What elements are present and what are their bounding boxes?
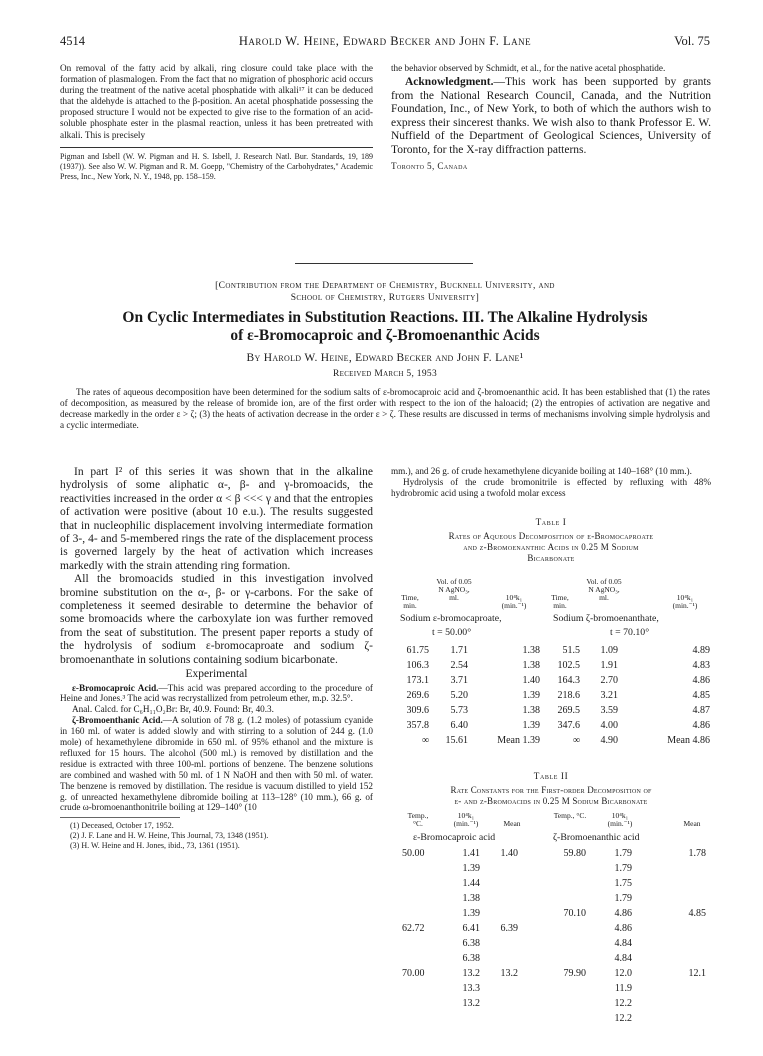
t2-cell-temp-left: 62.72 [402, 923, 425, 934]
t2-cell-mean-left: 6.39 [500, 923, 518, 934]
title-line-1: On Cyclic Intermediates in Substitution Reactions. III. The Alkaline Hydrolysis [122, 309, 648, 326]
t2-cell-k-right: 1.79 [614, 863, 632, 874]
t1-cell-time-left: 269.6 [406, 690, 429, 701]
right-paragraph-1: mm.), and 26 g. of crude hexamethylene dicyanide boiling at 140–168° (10 mm.). [391, 466, 692, 476]
experimental-text [60, 683, 373, 814]
table-2-caption-2: ε- and ζ-Bromoacids in 0.25 M Sodium Bicarbonate [454, 796, 648, 806]
t1-cell-time-left: 106.3 [406, 660, 429, 671]
t2-cell-k-right: 12.2 [614, 998, 632, 1009]
contribution-note [60, 280, 710, 304]
prev-article-right [391, 63, 711, 172]
exp-bromocaproic [60, 683, 373, 705]
t1-cell-vol-left: 1.71 [450, 645, 468, 656]
t2-cell-mean-right: 4.85 [688, 908, 706, 919]
right-paragraph-2: Hydrolysis of the crude bromonitrile is effected by refluxing with 48% hydrobromic acid using a twofold molar excess [391, 477, 711, 498]
table-1-caption [391, 517, 711, 564]
table-2-caption-block [391, 785, 711, 807]
exp-bromoenanthic-text: —A solution of 78 g. (1.2 moles) of potassium cyanide in 160 ml. of water is added slowly and with stirring to a solution of 244 g. (1.0 mole) of hexamethylene dibromide in 650 ml. of 95% ethanol and the mixture is refluxed for 15 hours. The alcohol (500 ml.) is removed by distillation and the residue is extracted with three 100-ml. portions of benzene. The benzene solutions are combined and washed with 50 ml. of 1 N NaOH and then with 50 ml. of water. The benzene is removed by distillation. The residue is vacuum distilled to yield 152 g. of unreacted hexamethylene dibromide boiling at 113–128° (10 mm.), 66 g. of crude ω-bromoenanthonitrile boiling at 129–140° (10 [60, 715, 373, 813]
t2-cell-k-left: 13.2 [462, 968, 480, 979]
t1-cell-time-left: 173.1 [406, 675, 429, 686]
exp-bromoenanthic [60, 715, 373, 813]
table-2-caption [391, 771, 711, 807]
t1-cell-vol-right: 2.70 [600, 675, 618, 686]
t1-cell-time-left: 357.8 [406, 720, 429, 731]
t2-cell-k-right: 4.84 [614, 938, 632, 949]
t1-cell-k-right: 4.86 [692, 675, 710, 686]
t1-cell-k-left: 1.39 [522, 720, 540, 731]
t1-cell-vol-left: 3.71 [450, 675, 468, 686]
t1-cell-k-left: Mean 1.39 [497, 735, 540, 746]
running-authors: Harold W. Heine, Edward Becker and John F. Lane [238, 34, 532, 48]
table-1-caption-1: Rates of Aqueous Decomposition of ε-Bromocaproate [448, 531, 654, 541]
acknowledgment [391, 76, 711, 158]
footnotes [60, 821, 373, 851]
t1-cell-vol-left: 15.61 [445, 735, 468, 746]
t1-cell-k-right: 4.89 [692, 645, 710, 656]
t1-cell-vol-right: 4.00 [600, 720, 618, 731]
t2-cell-k-right: 1.75 [614, 878, 632, 889]
t2-group-left: ε-Bromocaproic acid [413, 832, 496, 843]
t1-temp-right: t = 70.10° [610, 627, 650, 638]
t2-cell-mean-left: 1.40 [500, 848, 518, 859]
t2-cell-mean-right: 1.78 [688, 848, 706, 859]
t1-cell-time-right: 218.6 [557, 690, 580, 701]
t1-cell-vol-right: 3.21 [600, 690, 618, 701]
table-2-caption-1: Rate Constants for the First-order Decomposition of [450, 785, 652, 795]
t1-cell-k-right: 4.87 [692, 705, 710, 716]
prev-article-footnote: Pigman and Isbell (W. W. Pigman and H. S. Isbell, J. Research Natl. Bur. Standards, 19, 189 (1937)). See also W. W. Pigman and R. M. Goepp, "Chemistry of the Carbohydrates," Academic Press, Inc., New York, N. Y., 1948, pp. 158–159. [60, 151, 373, 181]
t1-cell-time-left: 61.75 [406, 645, 429, 656]
t1-cell-k-left: 1.38 [522, 660, 540, 671]
t1-head-vol-left: Vol. of 0.05 N AgNO₃, ml. [436, 577, 472, 602]
t2-cell-k-right: 4.84 [614, 953, 632, 964]
t1-cell-vol-right: 4.90 [600, 735, 618, 746]
volume-label: Vol. 75 [674, 34, 710, 48]
t2-head-k-right: 10⁴k₁ (min.⁻¹) [607, 811, 633, 828]
t2-cell-temp-right: 59.80 [563, 848, 586, 859]
t1-head-time-left: Time, min. [401, 593, 419, 610]
t2-cell-k-right: 1.79 [614, 893, 632, 904]
t2-group-right: ζ-Bromoenanthic acid [553, 832, 640, 843]
t1-cell-k-left: 1.38 [522, 705, 540, 716]
t2-cell-k-right: 4.86 [614, 923, 632, 934]
page-number: 4514 [60, 34, 85, 48]
t1-group-left: Sodium ε-bromocaproate, [400, 613, 502, 624]
t2-head-k-left: 10⁴k₁ (min.⁻¹) [453, 811, 479, 828]
t2-cell-temp-right: 79.90 [563, 968, 586, 979]
t1-head-vol-right: Vol. of 0.05 N AgNO₃, ml. [586, 577, 622, 602]
t2-cell-k-left: 6.38 [462, 938, 480, 949]
t1-cell-time-right: 51.5 [562, 645, 580, 656]
t2-cell-k-left: 13.2 [462, 998, 480, 1009]
t2-cell-k-left: 6.41 [462, 923, 480, 934]
t2-cell-k-left: 1.38 [462, 893, 480, 904]
t1-head-k-left: 10⁴k₁ (min.⁻¹) [501, 593, 527, 610]
footnote-1: (1) Deceased, October 17, 1952. [70, 821, 174, 831]
t1-head-time-right: Time, min. [551, 593, 569, 610]
t2-cell-mean-left: 13.2 [500, 968, 518, 979]
prev-article-left [60, 63, 373, 182]
t2-head-mean-right: Mean [683, 819, 701, 828]
ack-text: —This work has been supported by grants from the National Research Council, Canada, and the Nutrition Foundation, Inc., of New York, to both of which the authors wish to express their sincerest thanks. We wish also to thank Professor E. W. Nuffield of the Department of Geological Sciences, University of Toronto, for the X-ray diffraction patterns. [391, 76, 711, 157]
table-1-caption-block [391, 531, 711, 564]
t1-cell-vol-left: 6.40 [450, 720, 468, 731]
abstract: The rates of aqueous decomposition have been determined for the sodium salts of ε-bromocaproic acid and ζ-bromoenanthic acid. It has been established that (1) the rates of decomposition, as measured by the release of bromide ion, are of the first order with respect to the ion of the haloacid; (2) the entropies of activation are negative and decrease markedly in the order ε > ζ; (3) the heats of activation decrease in the order ε > ζ. These results are discussed in terms of mechanisms involving simple hydrolysis and a cyclic intermediate. [60, 387, 710, 430]
section-heading-experimental: Experimental [185, 668, 248, 681]
footnote-rule-2 [60, 817, 180, 818]
t1-cell-time-right: ∞ [572, 735, 580, 746]
t1-cell-time-right: 269.5 [557, 705, 580, 716]
t1-group-right: Sodium ζ-bromoenanthate, [553, 613, 659, 624]
t2-cell-k-left: 13.3 [462, 983, 480, 994]
t2-head-mean-left: Mean [503, 819, 521, 828]
t1-cell-vol-right: 3.59 [600, 705, 618, 716]
t2-cell-k-left: 1.41 [462, 848, 480, 859]
t2-cell-temp-right: 70.10 [563, 908, 586, 919]
intro-paragraph-2: All the bromoacids studied in this investigation involved bromine substitution on the α-, β- or γ-carbons. For the sake of completeness it seemed desirable to determine the behavior of some bromoacids where the carboxylate ion was further removed from the seat of substitution. The present paper reports a study of the hydrolysis of sodium ε-bromocaproate and sodium ζ-bromoenanthate in solutions containing sodium bicarbonate. [60, 573, 373, 666]
t2-cell-k-left: 6.38 [462, 953, 480, 964]
t1-cell-k-left: 1.38 [522, 645, 540, 656]
body-left-column [60, 466, 373, 851]
footnote-3: (3) H. W. Heine and H. Jones, ibid., 73, 1361 (1951). [70, 841, 240, 851]
prev-article-right-text: the behavior observed by Schmidt, et al., for the native acetal phosphatide. [391, 63, 666, 73]
exp-bromocaproic-label: ε-Bromocaproic Acid. [72, 682, 159, 693]
t1-cell-k-right: 4.86 [692, 720, 710, 731]
footnote-2: (2) J. F. Lane and H. W. Heine, This Journal, 73, 1348 (1951). [70, 831, 269, 841]
t1-cell-vol-left: 5.20 [450, 690, 468, 701]
title-line-2: of ε-Bromocaproic and ζ-Bromoenanthic Acids [230, 327, 540, 344]
exp-bromoenanthic-label: ζ-Bromoenthanic Acid. [72, 715, 163, 726]
t2-cell-k-right: 4.86 [614, 908, 632, 919]
t1-cell-k-right: 4.85 [692, 690, 710, 701]
t2-cell-temp-left: 70.00 [402, 968, 425, 979]
t2-cell-k-right: 12.0 [614, 968, 632, 979]
t1-cell-time-left: ∞ [421, 735, 429, 746]
t2-cell-temp-left: 50.00 [402, 848, 425, 859]
intro-paragraph-1: In part I² of this series it was shown that in the alkaline hydrolysis of some aliphatic α-, β- and γ-bromoacids, the reactivities increased in the order α < β <<< γ and that the entropies of activation were positive (about 10 e.u.). The results suggested that in nucleophilic displacement involving intermediate formation of 3-, 4- and 5-membered rings the rate of the displacement process is governed largely by the heat of activation which increases markedly with the strain attending ring formation. [60, 466, 373, 572]
t1-temp-left: t = 50.00° [432, 627, 472, 638]
t1-cell-k-right: Mean 4.86 [667, 735, 710, 746]
table-2-label: Table II [533, 771, 569, 781]
t1-cell-k-right: 4.83 [692, 660, 710, 671]
footnote-rule [60, 147, 373, 148]
t2-cell-k-right: 1.79 [614, 848, 632, 859]
analysis-line: Anal. Calcd. for C₆H₁₁O₂Br: Br, 40.9. Found: Br, 40.3. [72, 704, 274, 715]
t2-cell-k-right: 11.9 [614, 983, 632, 994]
contribution-line-1: [Contribution from the Department of Chemistry, Bucknell University, and [215, 281, 555, 291]
article-separator [295, 263, 473, 264]
table-1-caption-2: and ζ-Bromoenanthic Acids in 0.25 M Sodium [463, 542, 639, 552]
t1-cell-time-right: 102.5 [557, 660, 580, 671]
t2-cell-k-left: 1.39 [462, 908, 480, 919]
t2-cell-k-left: 1.39 [462, 863, 480, 874]
location: Toronto 5, Canada [391, 160, 468, 171]
received-date: Received March 5, 1953 [332, 369, 438, 379]
prev-article-text: On removal of the fatty acid by alkali, ring closure could take place with the formation of plasmalogen. From the fact that no migration of phosphoric acid occurs during the treatment of the native acetal phosphatide with alkali¹⁷ it can be deduced that the aldehyde is attached to the β-position. An acetal phosphatide possessing the proposed structure I would not be expected to give rise to the formation of an acid-soluble phosphate ester in the plasmal reaction, unless it has been pretreated with alkali. This is precisely [60, 63, 373, 140]
t1-cell-vol-left: 2.54 [450, 660, 468, 671]
t1-head-k-right: 10⁴k₁ (min.⁻¹) [672, 593, 698, 610]
article-authors: By Harold W. Heine, Edward Becker and John F. Lane¹ [246, 352, 524, 364]
t2-head-temp-left: Temp., °C. [407, 811, 429, 828]
contribution-line-2: School of Chemistry, Rutgers University] [290, 293, 480, 303]
t1-cell-vol-right: 1.91 [600, 660, 618, 671]
t2-cell-mean-right: 12.1 [688, 968, 706, 979]
t1-cell-vol-left: 5.73 [450, 705, 468, 716]
table-1-label: Table I [535, 517, 567, 527]
t2-cell-k-left: 1.44 [462, 878, 480, 889]
t2-cell-k-right: 12.2 [614, 1013, 632, 1024]
t1-cell-time-right: 347.6 [557, 720, 580, 731]
exp-bromocaproic-text: —This acid was prepared according to the procedure of Heine and Jones.³ The acid was recrystallized from petroleum ether, m.p. 32.5°. [60, 682, 373, 704]
article-title [60, 309, 710, 345]
body-right-column [391, 466, 711, 499]
table-1-caption-3: Bicarbonate [527, 553, 575, 563]
t1-cell-k-left: 1.39 [522, 690, 540, 701]
t1-cell-time-left: 309.6 [406, 705, 429, 716]
ack-label: Acknowledgment. [405, 76, 494, 89]
t1-cell-vol-right: 1.09 [600, 645, 618, 656]
t1-cell-time-right: 164.3 [557, 675, 580, 686]
t2-head-temp-right: Temp., °C. [553, 811, 587, 820]
t1-cell-k-left: 1.40 [522, 675, 540, 686]
running-header [60, 34, 710, 52]
